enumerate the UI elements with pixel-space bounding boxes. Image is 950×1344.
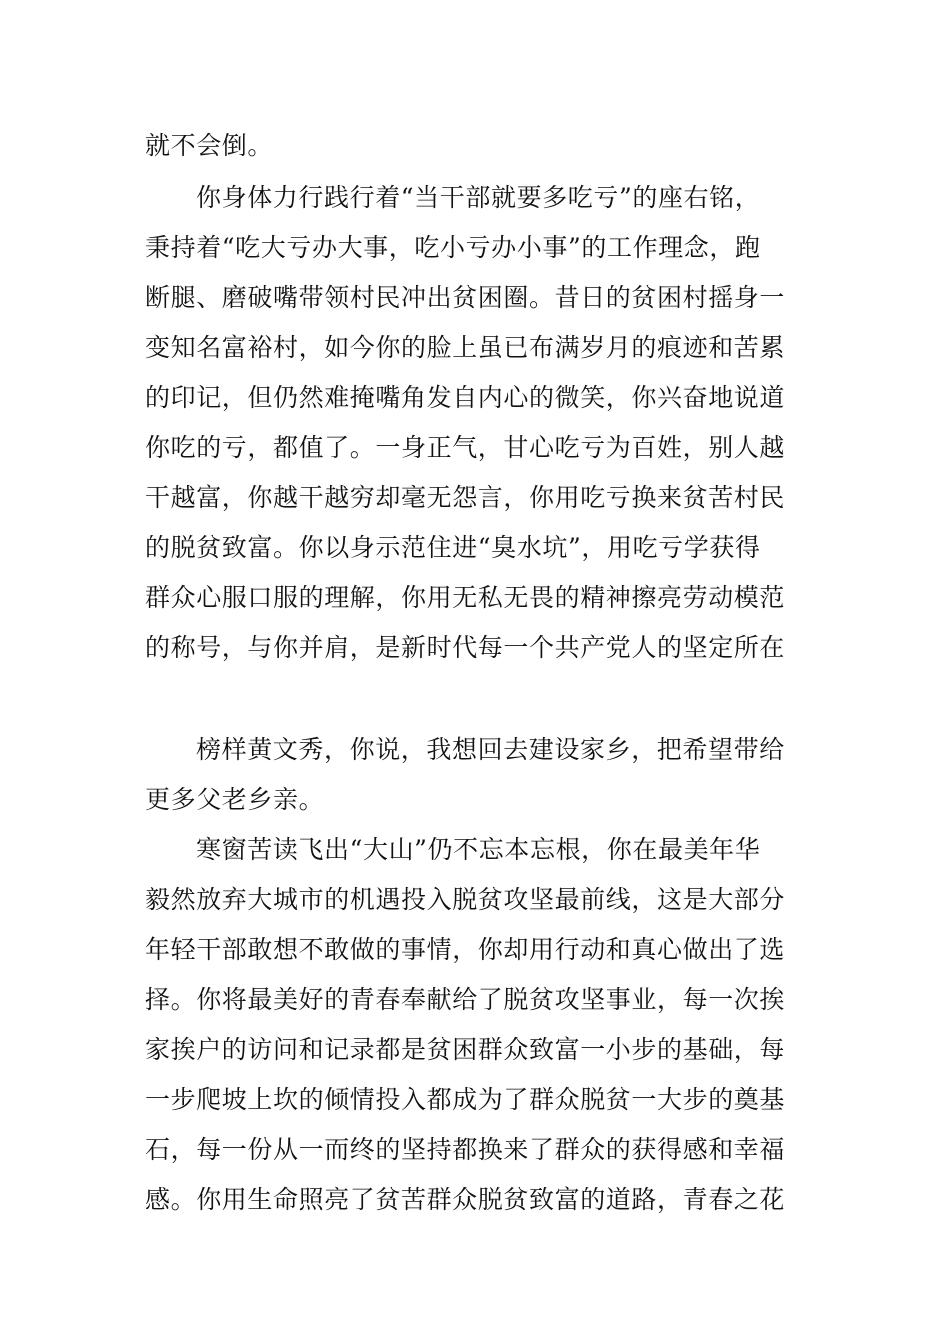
text-line: 的印记，但仍然难掩嘴角发自内心的微笑，你兴奋地说道 (145, 383, 786, 412)
text-line: 更多父老乡亲。 (145, 785, 325, 814)
paragraph-start-line: 榜样黄文秀，你说，我想回去建设家乡，把希望带给 (196, 735, 785, 764)
text-line: 就不会倒。 (145, 131, 274, 160)
text-line: 年轻干部敢想不敢做的事情，你却用行动和真心做出了选 (145, 935, 786, 964)
text-line: 秉持着“吃大亏办大事，吃小亏办小事”的工作理念，跑 (145, 233, 761, 262)
text-line: 的脱贫致富。你以身示范住进“臭水坑”，用吃亏学获得 (145, 533, 761, 562)
text-line: 感。你用生命照亮了贫苦群众脱贫致富的道路，青春之花 (145, 1185, 786, 1214)
text-line: 家挨户的访问和记录都是贫困群众致富一小步的基础，每 (145, 1035, 786, 1064)
text-line: 择。你将最美好的青春奉献给了脱贫攻坚事业，每一次挨 (145, 985, 786, 1014)
text-line: 变知名富裕村，如今你的脸上虽已布满岁月的痕迹和苦累 (145, 333, 786, 362)
text-line: 一步爬坡上坎的倾情投入都成为了群众脱贫一大步的奠基 (145, 1085, 786, 1114)
paragraph-start-line: 你身体力行践行着“当干部就要多吃亏”的座右铭， (196, 183, 761, 212)
text-line: 群众心服口服的理解，你用无私无畏的精神擦亮劳动模范 (145, 583, 786, 612)
paragraph-start-line: 寒窗苦读飞出“大山”仍不忘本忘根，你在最美年华 (196, 835, 761, 864)
text-line: 你吃的亏，都值了。一身正气，甘心吃亏为百姓，别人越 (145, 433, 786, 462)
text-line: 干越富，你越干越穷却毫无怨言，你用吃亏换来贫苦村民 (145, 483, 786, 512)
text-line: 断腿、磨破嘴带领村民冲出贫困圈。昔日的贫困村摇身一 (145, 283, 786, 312)
text-line: 石，每一份从一而终的坚持都换来了群众的获得感和幸福 (145, 1135, 786, 1164)
text-line: 毅然放弃大城市的机遇投入脱贫攻坚最前线，这是大部分 (145, 885, 786, 914)
text-line: 的称号，与你并肩，是新时代每一个共产党人的坚定所在 (145, 633, 786, 662)
